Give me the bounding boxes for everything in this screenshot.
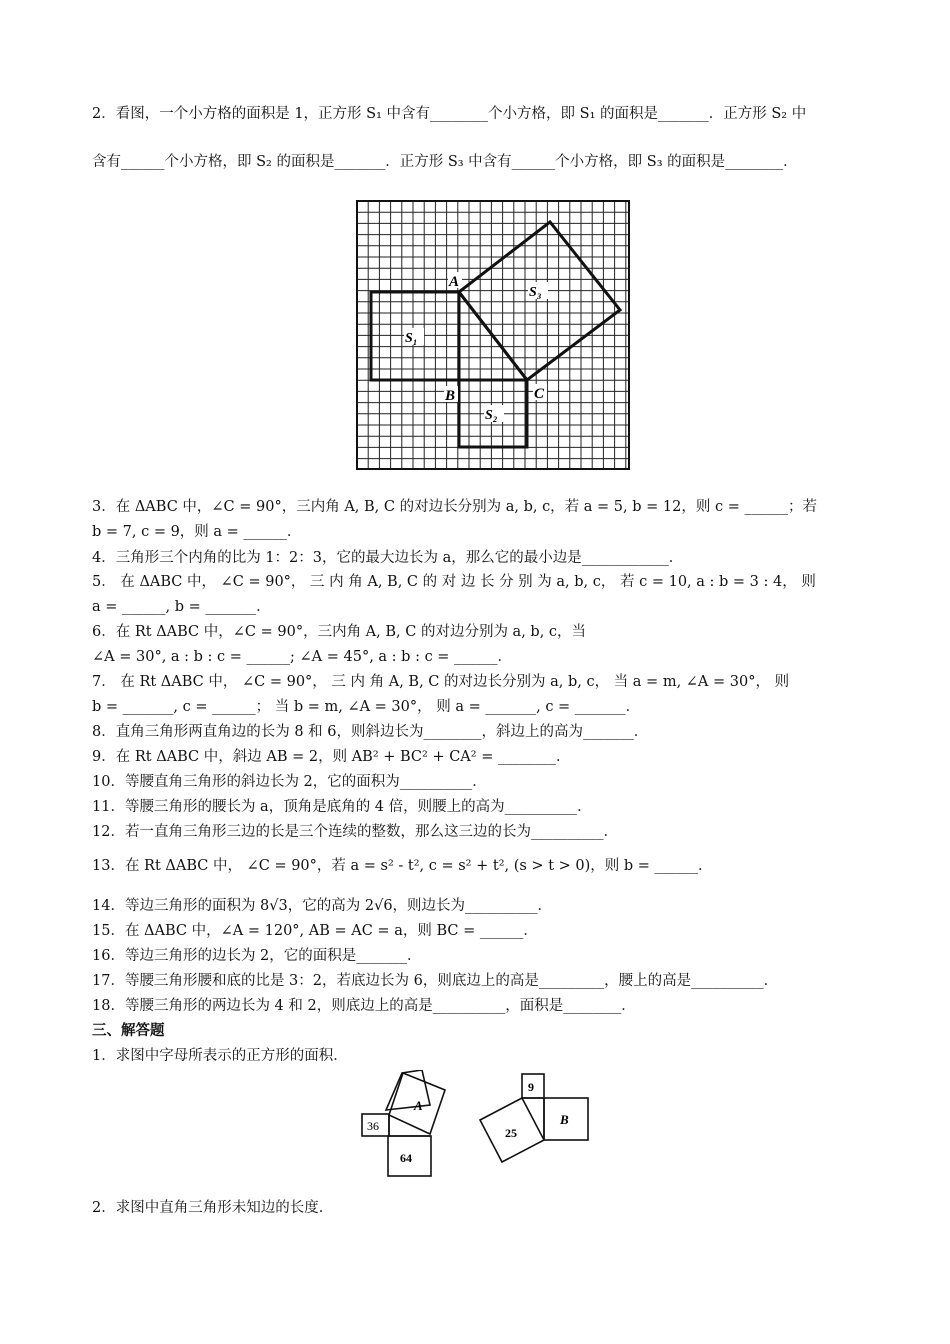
fill-question-line: 7． 在 Rt ΔABC 中， ∠C = 90°， 三 内 角 A, B, C 的对边长分别为 a, b, c， 当 a = m, ∠A = 30°， 则 <box>92 674 790 690</box>
square-label-25: 25 <box>505 1126 517 1140</box>
fill-question-line: 6．在 Rt ΔABC 中，∠C = 90°，三内角 A, B, C 的对边分别为 a, b, c，当 <box>92 624 587 640</box>
square-label-s3: S₃ <box>529 285 542 300</box>
fill-question-line: a = ______, b = _______． <box>92 599 271 615</box>
fill-question-line: 17．等腰三角形腰和底的比是 3：2，若底边长为 6，则底边上的高是_________，腰上的高是__________． <box>92 973 779 989</box>
question-2-line-1: 2．看图，一个小方格的面积是 1，正方形 S₁ 中含有________个小方格，即 S₁ 的面积是_______．正方形 S₂ 中 <box>92 106 807 122</box>
vertex-label-a: A <box>449 274 460 290</box>
square-label-a: A <box>414 1098 423 1113</box>
fill-question-line: 18．等腰三角形的两边长为 4 和 2，则底边上的高是__________，面积是________． <box>92 998 636 1014</box>
fill-question-line: 9．在 Rt ΔABC 中，斜边 AB = 2，则 AB² + BC² + CA² = ________． <box>92 749 571 765</box>
fill-question-line: b = 7, c = 9，则 a = ______． <box>92 524 302 540</box>
fill-question-line: 11．等腰三角形的腰长为 a，顶角是底角的 4 倍，则腰上的高为__________． <box>92 799 592 815</box>
fill-question-line: 3．在 ΔABC 中，∠C = 90°，三内角 A, B, C 的对边长分别为 a, b, c，若 a = 5, b = 12，则 c = ______；若 <box>92 499 817 515</box>
fill-question-line: 14．等边三角形的面积为 8√3，它的高为 2√6，则边长为__________． <box>92 898 553 914</box>
fill-question-line: 4．三角形三个内角的比为 1：2：3，它的最大边长为 a，那么它的最小边是____________． <box>92 550 684 566</box>
vertex-label-b: B <box>445 388 456 404</box>
fill-question-line: 13．在 Rt ΔABC 中， ∠C = 90°，若 a = s² - t², c = s² + t², (s > t > 0)，则 b = ______． <box>92 858 713 874</box>
fill-question-line: b = _______, c = ______； 当 b = m, ∠A = 30°， 则 a = _______, c = _______． <box>92 699 641 715</box>
answer-question-2: 2．求图中直角三角形未知边的长度． <box>92 1200 334 1216</box>
vertex-label-c: C <box>534 386 545 402</box>
square-label-9: 9 <box>528 1080 534 1094</box>
fill-question-line: 5． 在 ΔABC 中， ∠C = 90°， 三 内 角 A, B, C 的 对 边 长 分 别 为 a, b, c， 若 c = 10, a : b = 3 : 4， 则 <box>92 574 816 590</box>
grid-figure <box>356 200 632 472</box>
square-label-s2: S₂ <box>485 408 498 423</box>
squares-figure-right <box>476 1070 598 1170</box>
fill-question-line: 16．等边三角形的边长为 2，它的面积是_______． <box>92 948 422 964</box>
square-label-b: B <box>560 1112 569 1127</box>
square-label-64: 64 <box>400 1151 412 1165</box>
square-label-s1: S₁ <box>405 331 418 346</box>
squares-figure-left <box>358 1070 478 1182</box>
fill-question-line: 10．等腰直角三角形的斜边长为 2，它的面积为__________． <box>92 774 487 790</box>
fill-question-line: 15．在 ΔABC 中，∠A = 120°, AB = AC = a，则 BC = ______． <box>92 923 538 939</box>
answer-question-1: 1．求图中字母所表示的正方形的面积． <box>92 1048 348 1064</box>
square-label-36: 36 <box>367 1119 379 1133</box>
fill-question-line: 8．直角三角形两直角边的长为 8 和 6，则斜边长为________，斜边上的高为_______． <box>92 724 649 740</box>
question-2-line-2: 含有______个小方格，即 S₂ 的面积是_______．正方形 S₃ 中含有______个小方格，即 S₃ 的面积是________． <box>92 154 798 170</box>
section-heading: 三、解答题 <box>92 1022 165 1039</box>
fill-question-line: 12．若一直角三角形三边的长是三个连续的整数，那么这三边的长为__________． <box>92 824 618 840</box>
fill-question-line: ∠A = 30°, a : b : c = ______; ∠A = 45°, a : b : c = ______． <box>92 649 513 665</box>
